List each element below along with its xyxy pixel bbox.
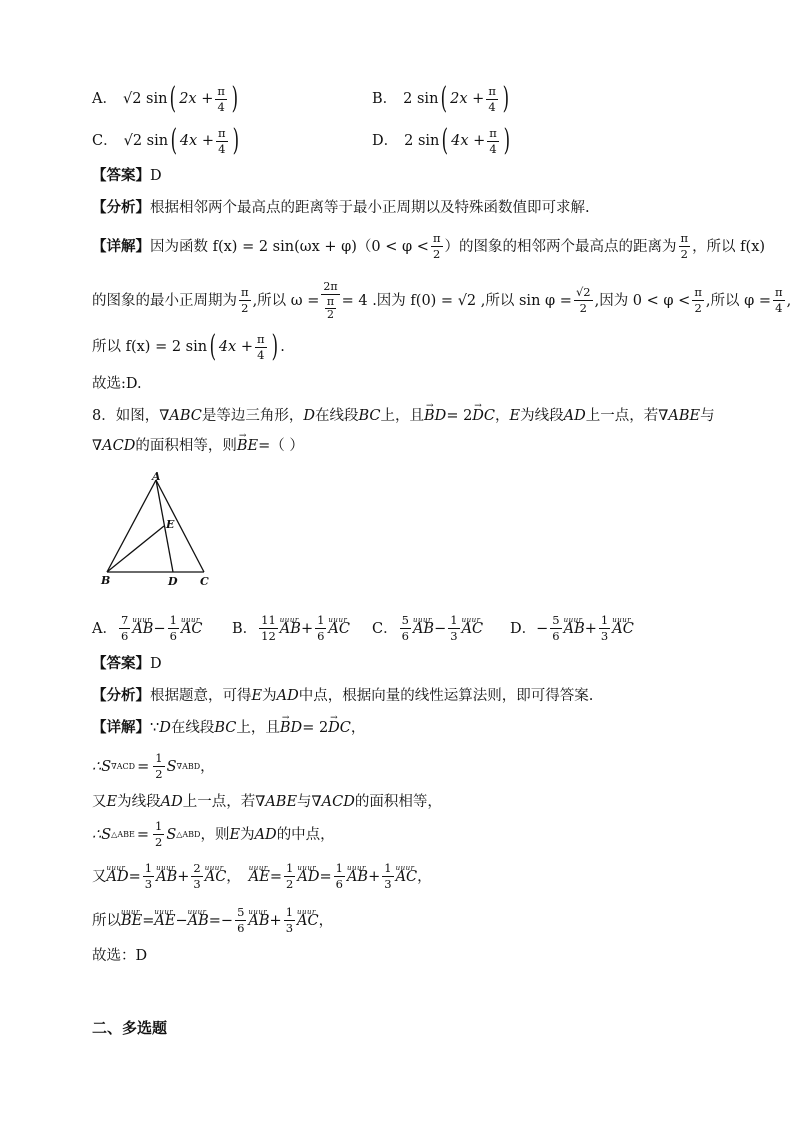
q7-detail-line1: 【详解】 因为函数 f(x) = 2 sin(ωx + φ)（0 < φ < $\frac{\pi}{2}$ ）的图象的相邻两个最高点的距离为 $\frac{\pi}{2}$ ，所以 f(x) (92, 231, 766, 261)
q8-conclusion: 故选：D (92, 948, 148, 964)
q7-analysis: 【分析】根据相邻两个最高点的距离等于最小正周期以及特殊函数值即可求解. (92, 199, 590, 216)
fraction: $\frac{\pi}{4}$ (218, 125, 226, 156)
q8-option-a: A． $\frac{7}{6}$ uuur AB − $\frac{1}{6}$ uuur AC (92, 614, 203, 643)
fraction: $\frac{\pi}{4}$ (217, 83, 225, 114)
label-d: D (168, 575, 178, 588)
q7-option-b: B． 2 sin ( 2x + $\frac{\pi}{4}$ ) (372, 81, 509, 116)
q8-detail-area1: ∴S ∇ACD = $\frac{1}{2}$ S ∇ABD ， (92, 751, 215, 781)
q7-option-d: D． 2 sin ( 4x + $\frac{\pi}{4}$ ) (372, 123, 510, 158)
q8-detail-area2: ∴S △ABE = $\frac{1}{2}$ S △ABD ，则 E 为 AD 的中点， (92, 819, 335, 849)
label-a: A (152, 470, 161, 483)
triangle-figure (96, 470, 220, 590)
q7-detail-line3: 所以 f(x) = 2 sin ( 4x + $\frac{\pi}{4}$ ) . (92, 329, 285, 364)
q8-detail-vector1: 又 uuur AD = $\frac{1}{3}$ uuur AB + $\frac{2}{3}$ uuur AC ， uuur AE = $\frac{1}{2}$ uuur AD = $\frac{1}{6}$ uuur AB + $\frac{1}{3}$ uuur AC ， (92, 862, 432, 891)
label-e: E (166, 518, 175, 531)
q8-detail-vector2: 所以 uuur BE = uuur AE − uuur AB = − $\frac{5}{6}$ uuur AB + $\frac{1}{3}$ uuur AC ， (92, 906, 333, 935)
q7-option-a: A． √2 sin ( 2x + $\frac{\pi}{4}$ ) (92, 81, 239, 116)
q7-option-c: C． √2 sin ( 4x + $\frac{\pi}{4}$ ) (92, 123, 239, 158)
q8-detail-line3: 又E为线段AD上一点，若∇ABE与∇ACD的面积相等， (92, 794, 442, 810)
q7-conclusion: 故选:D. (92, 376, 142, 392)
label-c: C (200, 575, 209, 588)
fraction: $\frac{\pi}{4}$ (489, 125, 497, 156)
q8-answer: 【答案】D (92, 655, 162, 672)
label-b: B (101, 574, 111, 587)
side-ab (107, 480, 156, 572)
section-heading: 二、多选题 (92, 1019, 168, 1037)
q8-detail-line1: 【详解】∵D在线段BC上，且→ BD= 2→ DC， (92, 718, 365, 738)
segment-be (107, 526, 164, 572)
q8-question-line2: ∇ACD的面积相等，则→ BE=（ ） (92, 436, 304, 456)
q7-detail-line2: 的图象的最小正周期为 $\frac{\pi}{2}$ ,所以 ω = 2π π 2 = 4 .因为 f(0) = √2 ,所以 sin φ = $\frac{√2}{2}$ ,因为 0 < φ < $\frac{\pi}{2}$ ,所以 φ = $\frac{\pi}{4}$ , (92, 280, 792, 321)
fraction: $\frac{\pi}{4}$ (488, 83, 496, 114)
q8-analysis: 【分析】根据题意，可得E为AD中点，根据向量的线性运算法则，即可得答案. (92, 687, 594, 704)
q8-option-c: C． $\frac{5}{6}$ uuur AB − $\frac{1}{3}$ uuur AC (372, 614, 483, 643)
q8-option-d: D． − $\frac{5}{6}$ uuur AB + $\frac{1}{3}$ uuur AC (510, 614, 634, 643)
q8-option-b: B． $\frac{11}{12}$ uuur AB + $\frac{1}{6}$ uuur AC (232, 614, 350, 643)
q8-question-line1: 8．如图，∇ABC是等边三角形，D在线段BC上，且→ BD= 2→ DC，E为线段AD上一点，若∇ABE与 (92, 406, 715, 426)
q7-answer: 【答案】D (92, 167, 162, 184)
